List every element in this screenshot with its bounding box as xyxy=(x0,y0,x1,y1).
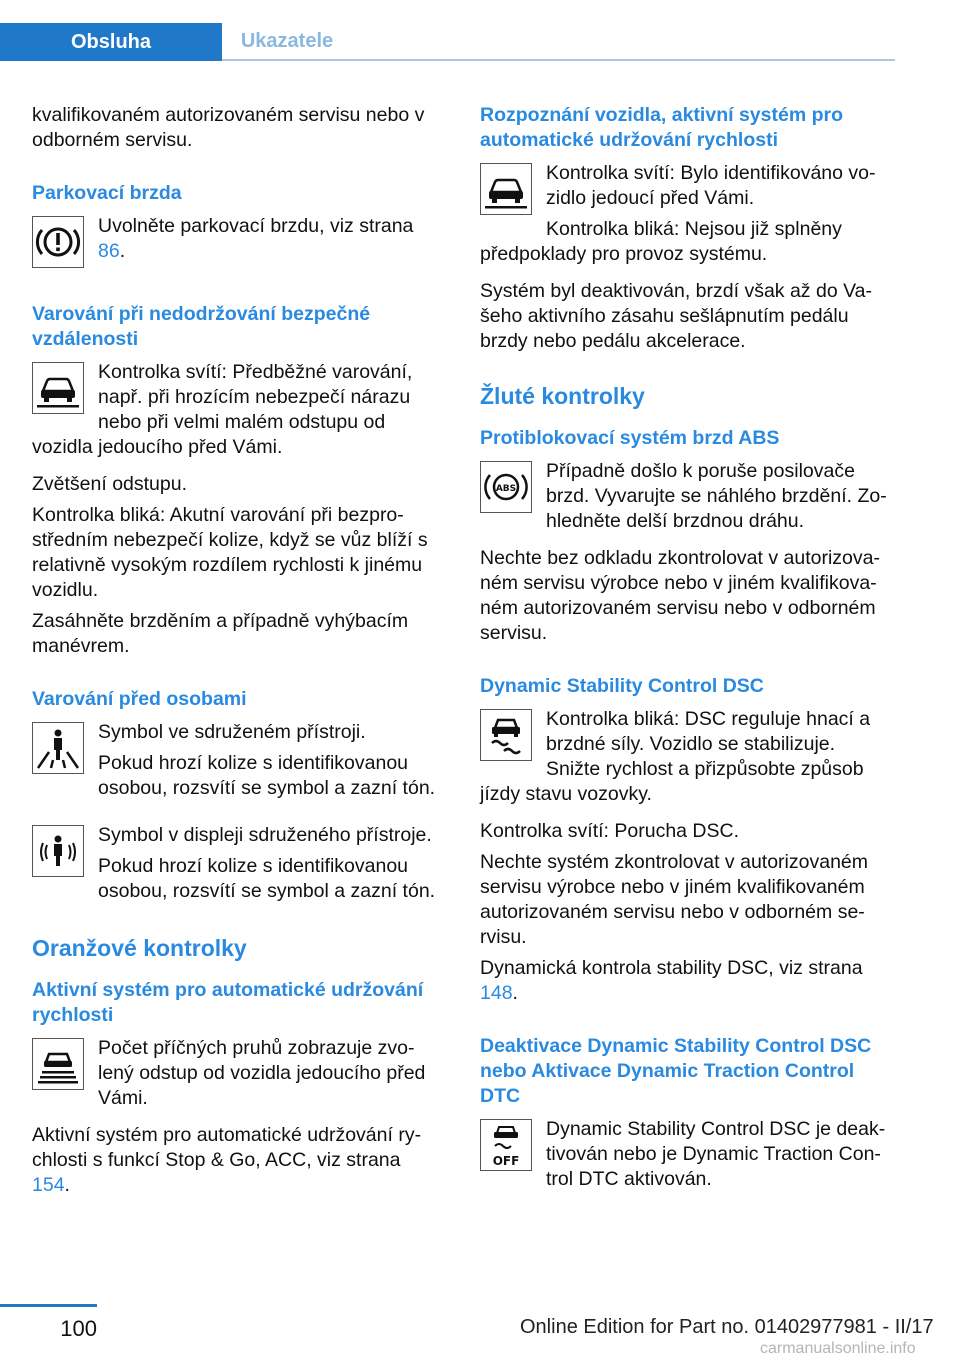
distance-warning-p2: Zvětšení odstupu. xyxy=(32,473,188,495)
page-number: 100 xyxy=(60,1316,97,1341)
person-warning-section-a xyxy=(32,720,442,807)
acc-p1: Počet příčných pruhů zobrazuje zvolený odstup od vozidla jedoucího před Vámi. xyxy=(98,1037,426,1109)
tab-ukazatele[interactable]: Ukazatele xyxy=(240,29,334,52)
left-column xyxy=(32,103,442,1204)
dsc-off-p1: Dynamic Stability Control DSC je deaktivován nebo je Dynamic Traction Control DTC aktivován. xyxy=(546,1118,886,1190)
header-divider xyxy=(222,59,895,61)
header-tabs xyxy=(0,23,895,61)
car-warning-icon xyxy=(32,362,84,414)
distance-warning-section xyxy=(32,360,442,466)
person-warning-b1: Symbol v displeji sdruženého přístroje. xyxy=(98,824,432,846)
dsc-p4-end: . xyxy=(512,982,518,1004)
dsc-section xyxy=(480,707,890,813)
dsc-p1: Kontrolka bliká: DSC reguluje hnací a brzdné síly. Vozidlo se stabilizuje. Snižte rychlost a přizpůsobte způsob jízdy stavu vozovky. xyxy=(480,708,871,805)
dsc-page-link[interactable]: 148 xyxy=(480,982,513,1004)
acc-page-link[interactable]: 154 xyxy=(32,1174,65,1196)
vehicle-recognition-p3: Systém byl deaktivován, brzdí však až do Vašeho aktivního zásahu sešlápnutím pedálu brzdy nebo pedálu akcelerace. xyxy=(480,280,872,352)
person-warning-b2: Pokud hrozí kolize s identifikovanou osobou, rozsvítí se symbol a zazní tón. xyxy=(98,855,436,902)
car-detected-icon xyxy=(480,163,532,215)
intro-text: kvalifikovaném autorizovaném servisu nebo v odborném servisu. xyxy=(32,104,425,151)
distance-warning-heading: Varování při nedodržování bezpečné vzdálenosti xyxy=(32,303,371,350)
distance-bars-icon xyxy=(32,1038,84,1090)
footer-rule xyxy=(0,1304,97,1307)
acc-section xyxy=(32,1036,442,1117)
parking-brake-heading: Parkovací brzda xyxy=(32,182,182,204)
yellow-lights-heading: Žluté kontrolky xyxy=(480,383,645,409)
distance-warning-p4: Zasáhněte brzděním a případně vyhýbacím manévrem. xyxy=(32,610,409,657)
tab-obsluha[interactable]: Obsluha xyxy=(0,23,222,61)
parking-brake-page-link[interactable]: 86 xyxy=(98,240,120,262)
vehicle-recognition-section xyxy=(480,161,890,273)
dsc-p2: Kontrolka svítí: Porucha DSC. xyxy=(480,820,740,842)
dsc-heading: Dynamic Stability Control DSC xyxy=(480,675,764,697)
parking-brake-text-end: . xyxy=(119,240,126,262)
pedestrian-sound-icon xyxy=(32,825,84,877)
pedestrian-road-icon xyxy=(32,722,84,774)
acc-heading: Aktivní systém pro automatické udržování rychlosti xyxy=(32,979,424,1026)
orange-lights-heading: Oranžové kontrolky xyxy=(32,935,247,961)
dsc-p3: Nechte systém zkontrolovat v autorizovaném servisu výrobce nebo v jiném kvalifikovaném autorizovaném servisu nebo v odborném servisu. xyxy=(480,851,869,948)
person-warning-a1: Symbol ve sdruženém přístroji. xyxy=(98,721,366,743)
parking-brake-section xyxy=(32,214,442,274)
dsc-off-icon xyxy=(480,1119,532,1171)
acc-p2: Aktivní systém pro automatické udržování rychlosti s funkcí Stop & Go, ACC, viz strana xyxy=(32,1124,422,1171)
abs-section xyxy=(480,459,890,540)
distance-warning-p3: Kontrolka bliká: Akutní varování při bezprostředním nebezpečí kolize, když se vůz blíží s relativně vysokým rozdílem rychlosti k jinému vozidlu. xyxy=(32,504,428,601)
distance-warning-p1: Kontrolka svítí: Předběžné varování, např. při hrozícím nebezpečí nárazu nebo při velmi malém odstupu od vozidla jedoucího před Vámi. xyxy=(32,361,413,458)
abs-p1: Případně došlo k poruše posilovače brzd. Vyvarujte se náhlého brzdění. Zohledněte delší brzdnou dráhu. xyxy=(546,460,887,532)
vehicle-recognition-p2: Kontrolka bliká: Nejsou již splněny předpoklady pro provoz systému. xyxy=(480,218,842,265)
abs-icon xyxy=(480,461,532,513)
person-warning-heading: Varování před osobami xyxy=(32,688,247,710)
right-column xyxy=(480,103,890,1204)
parking-brake-icon xyxy=(32,216,84,268)
svg-text:ABS: ABS xyxy=(495,484,517,494)
watermark: carmanualsonline.info xyxy=(760,1340,916,1357)
svg-text:OFF: OFF xyxy=(492,1154,520,1168)
vehicle-recognition-heading: Rozpoznání vozidla, aktivní systém pro automatické udržování rychlosti xyxy=(480,104,843,151)
dsc-off-heading: Deaktivace Dynamic Stability Control DSC nebo Aktivace Dynamic Traction Control DTC xyxy=(480,1035,872,1107)
acc-p2-end: . xyxy=(64,1174,70,1196)
edition-note: Online Edition for Part no. 01402977981 - II/17 xyxy=(520,1316,934,1338)
dsc-skid-icon xyxy=(480,709,532,761)
abs-heading: Protiblokovací systém brzd ABS xyxy=(480,427,780,449)
parking-brake-text: Uvolněte parkovací brzdu, viz strana xyxy=(98,215,414,237)
person-warning-a2: Pokud hrozí kolize s identifikovanou osobou, rozsvítí se symbol a zazní tón. xyxy=(98,752,436,799)
dsc-off-section xyxy=(480,1117,890,1198)
vehicle-recognition-p1: Kontrolka svítí: Bylo identifikováno vozidlo jedoucí před Vámi. xyxy=(546,162,876,209)
dsc-p4: Dynamická kontrola stability DSC, viz strana xyxy=(480,957,863,979)
person-warning-section-b xyxy=(32,823,442,910)
abs-p2: Nechte bez odkladu zkontrolovat v autorizovaném servisu výrobce nebo v jiném kvalifikovaném autorizovaném servisu nebo v odborném servisu. xyxy=(480,547,880,644)
